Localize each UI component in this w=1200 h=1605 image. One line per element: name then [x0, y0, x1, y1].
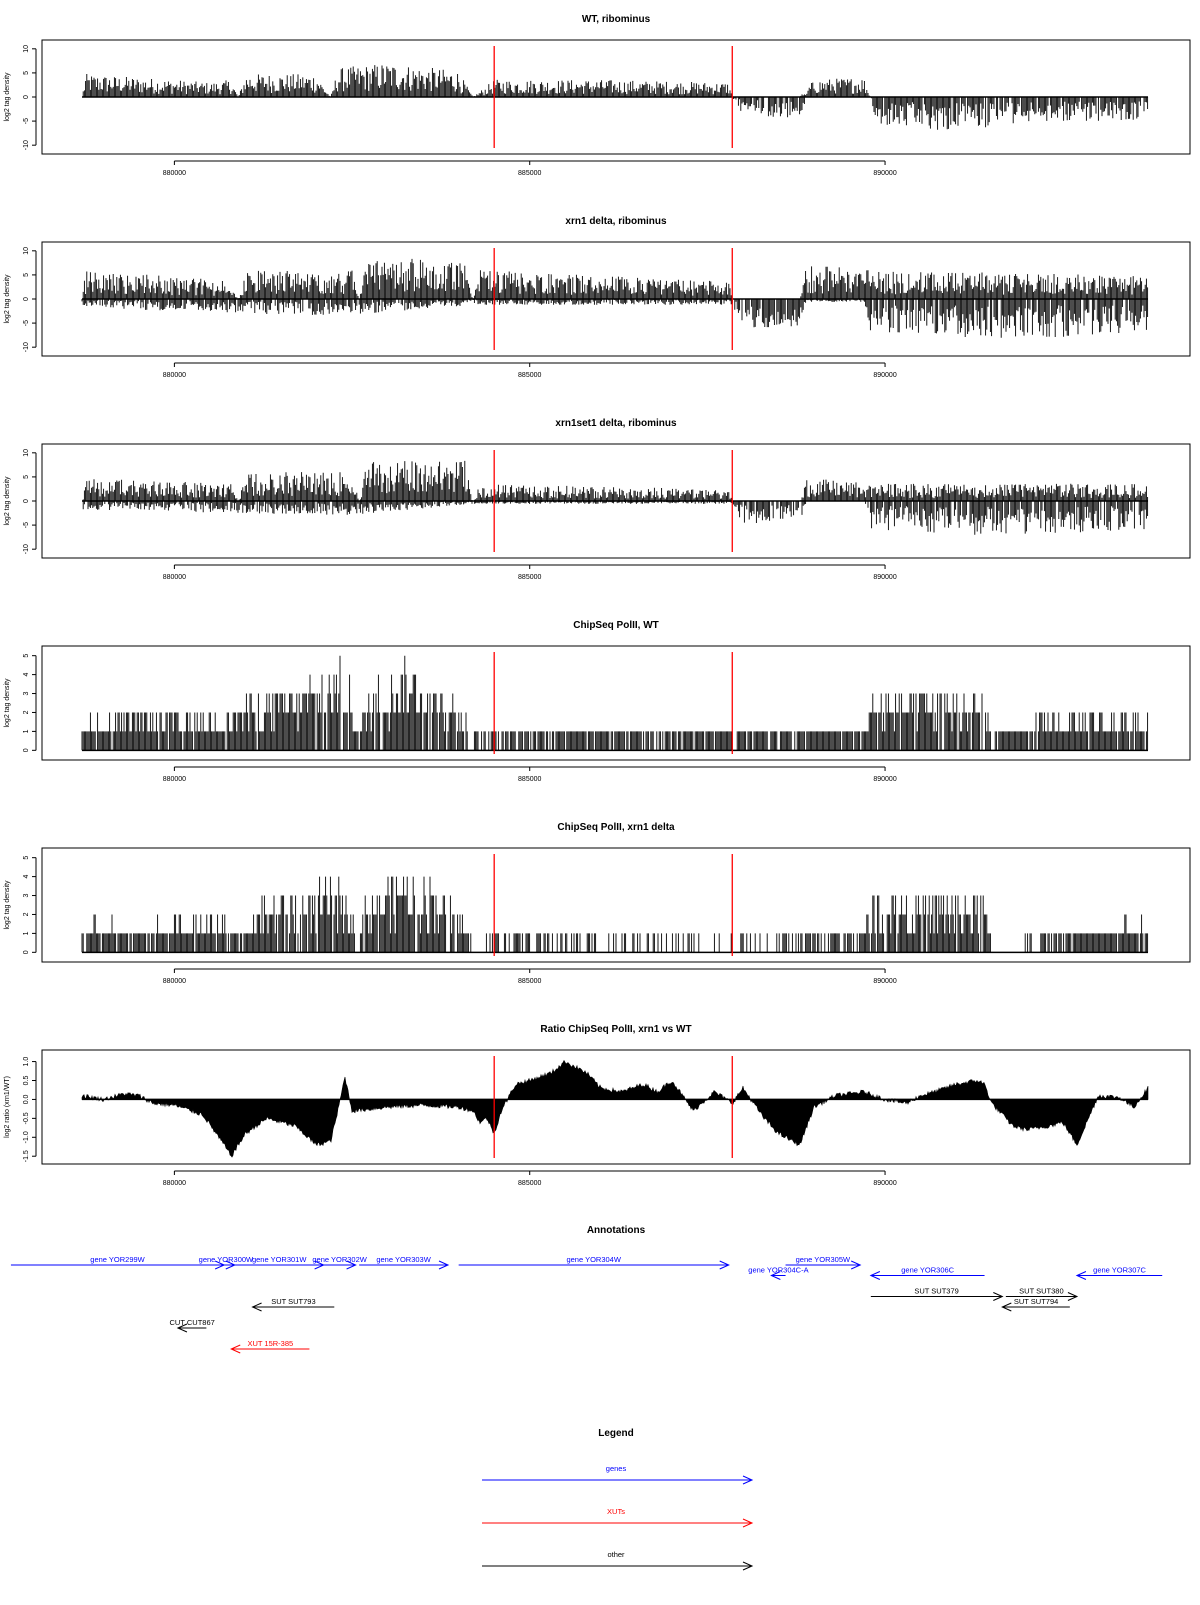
- y-tick-label: 2: [23, 912, 30, 917]
- y-tick-label: 4: [23, 672, 30, 677]
- y-tick-label: 3: [23, 691, 30, 696]
- x-tick-label: 885000: [518, 978, 542, 985]
- y-tick-label: 0.5: [23, 1075, 30, 1086]
- annotation-label: gene YOR300W: [198, 1255, 254, 1264]
- annotation-label: gene YOR305W: [795, 1255, 851, 1264]
- annotation-gene: [359, 1255, 448, 1269]
- y-tick-label: 5: [23, 70, 30, 75]
- data-series: [82, 656, 1148, 751]
- x-tick-label: 885000: [518, 170, 542, 177]
- y-tick-label: 0: [23, 950, 30, 955]
- y-tick-label: 5: [23, 855, 30, 860]
- annotation-gene: [312, 1255, 367, 1269]
- x-tick-label: 880000: [162, 574, 187, 581]
- x-tick-label: 885000: [518, 776, 542, 783]
- data-series: [82, 65, 1148, 130]
- annotation-label: gene YOR304W: [566, 1255, 621, 1264]
- y-tick-label: -5: [23, 319, 30, 327]
- y-tick-label: 5: [23, 474, 30, 479]
- legend-title: Legend: [598, 1428, 634, 1439]
- chart-title: Ratio ChipSeq PolII, xrn1 vs WT: [540, 1024, 692, 1035]
- y-axis-label: log2 tag density: [4, 678, 11, 728]
- chart-panel-1: [4, 14, 1190, 177]
- x-tick-label: 890000: [873, 372, 897, 379]
- annotation-label: SUT SUT379: [914, 1286, 959, 1296]
- signal-bars: [82, 656, 1148, 751]
- data-series: [82, 461, 1148, 535]
- y-tick-label: 2: [23, 710, 30, 715]
- chart-panel-5: [4, 822, 1190, 985]
- y-tick-label: 1.0: [23, 1056, 30, 1067]
- y-tick-label: -10: [23, 342, 30, 353]
- annotation-other: [1002, 1297, 1070, 1311]
- y-axis-label: log2 tag density: [4, 880, 11, 930]
- y-tick-label: 0: [23, 95, 30, 99]
- x-tick-label: 890000: [873, 170, 897, 177]
- data-series: [82, 259, 1148, 338]
- annotations-title: Annotations: [586, 1225, 646, 1236]
- annotations-panel: [11, 1225, 1162, 1353]
- annotation-label: gene YOR299W: [90, 1255, 145, 1264]
- legend-item: [482, 1550, 752, 1570]
- y-axis-label: log2 tag density: [4, 274, 11, 324]
- y-tick-label: 1: [23, 729, 30, 734]
- annotation-gene: [11, 1255, 224, 1269]
- y-tick-label: -5: [23, 521, 30, 529]
- annotation-other: [871, 1287, 1002, 1301]
- chart-panel-2: [4, 216, 1190, 379]
- y-tick-label: 0: [23, 499, 30, 503]
- y-tick-label: 3: [23, 893, 30, 898]
- y-tick-label: 0: [23, 297, 30, 301]
- x-tick-label: 890000: [873, 776, 897, 783]
- data-series: [82, 877, 1148, 953]
- y-tick-label: 0: [23, 748, 30, 753]
- chart-title: WT, ribominus: [581, 14, 651, 25]
- annotation-label: gene YOR307C: [1093, 1265, 1146, 1275]
- x-tick-label: 880000: [162, 170, 187, 177]
- y-axis-label: log2 tag density: [4, 72, 11, 122]
- y-tick-label: 10: [23, 246, 30, 255]
- annotation-label: CUT CUT867: [169, 1318, 215, 1327]
- annotation-label: SUT SUT380: [1019, 1286, 1064, 1296]
- annotation-gene: [748, 1266, 808, 1280]
- y-tick-label: 1: [23, 931, 30, 936]
- annotation-gene: [871, 1266, 985, 1280]
- chart-panel-3: [4, 418, 1190, 581]
- chart-title: ChipSeq PolII, xrn1 delta: [557, 822, 675, 833]
- annotation-gene: [459, 1255, 729, 1269]
- x-tick-label: 890000: [873, 574, 897, 581]
- y-tick-label: 10: [23, 448, 30, 457]
- annotation-label: gene YOR304C-A: [748, 1265, 809, 1275]
- y-tick-label: 5: [23, 272, 30, 277]
- legend-panel: [482, 1428, 752, 1570]
- legend-item: [482, 1464, 752, 1484]
- chart-title: xrn1set1 delta, ribominus: [555, 418, 677, 429]
- annotation-label: gene YOR306C: [901, 1265, 955, 1275]
- y-tick-label: -0.5: [23, 1112, 30, 1125]
- legend-label: XUTs: [607, 1507, 625, 1516]
- y-tick-label: -1.5: [23, 1150, 30, 1163]
- x-tick-label: 890000: [873, 978, 897, 985]
- x-tick-label: 885000: [518, 574, 542, 581]
- annotation-other: [253, 1297, 335, 1311]
- annotation-label: SUT SUT793: [271, 1297, 316, 1306]
- chart-panel-4: [4, 620, 1190, 783]
- signal-bars: [83, 461, 1147, 535]
- ratio-area: [82, 1061, 1148, 1158]
- y-tick-label: -5: [23, 117, 30, 125]
- x-tick-label: 880000: [162, 978, 187, 985]
- y-tick-label: 5: [23, 653, 30, 658]
- y-axis-label: log2 tag density: [4, 476, 11, 526]
- legend-label: genes: [605, 1464, 627, 1473]
- x-tick-label: 880000: [162, 776, 187, 783]
- y-tick-label: 4: [23, 874, 30, 879]
- annotation-gene: [1077, 1266, 1162, 1280]
- legend-label: other: [607, 1550, 625, 1559]
- x-tick-label: 890000: [873, 1180, 897, 1187]
- signal-bars: [82, 877, 1148, 953]
- annotation-xut: [231, 1339, 309, 1353]
- y-tick-label: -10: [23, 544, 30, 555]
- y-tick-label: 0.0: [23, 1094, 30, 1105]
- y-tick-label: -1.0: [23, 1131, 30, 1144]
- chart-title: xrn1 delta, ribominus: [565, 216, 667, 227]
- annotation-label: XUT 15R-385: [247, 1339, 294, 1348]
- data-series: [82, 1061, 1148, 1158]
- y-tick-label: 10: [23, 44, 30, 53]
- y-axis-label: log2 ratio (xrn1/WT): [4, 1076, 11, 1138]
- annotation-label: gene YOR302W: [312, 1255, 367, 1264]
- annotation-label: gene YOR301W: [251, 1255, 307, 1264]
- x-tick-label: 885000: [518, 372, 542, 379]
- x-tick-label: 885000: [518, 1180, 542, 1187]
- chart-title: ChipSeq PolII, WT: [573, 620, 659, 631]
- y-tick-label: -10: [23, 140, 30, 151]
- annotation-label: SUT SUT794: [1013, 1297, 1059, 1306]
- legend-item: [482, 1507, 752, 1527]
- annotation-gene: [199, 1255, 254, 1269]
- x-tick-label: 880000: [162, 372, 187, 379]
- chart-panel-6: [4, 1024, 1190, 1187]
- annotation-other: [170, 1318, 215, 1332]
- x-tick-label: 880000: [162, 1180, 187, 1187]
- annotation-label: gene YOR303W: [376, 1255, 431, 1264]
